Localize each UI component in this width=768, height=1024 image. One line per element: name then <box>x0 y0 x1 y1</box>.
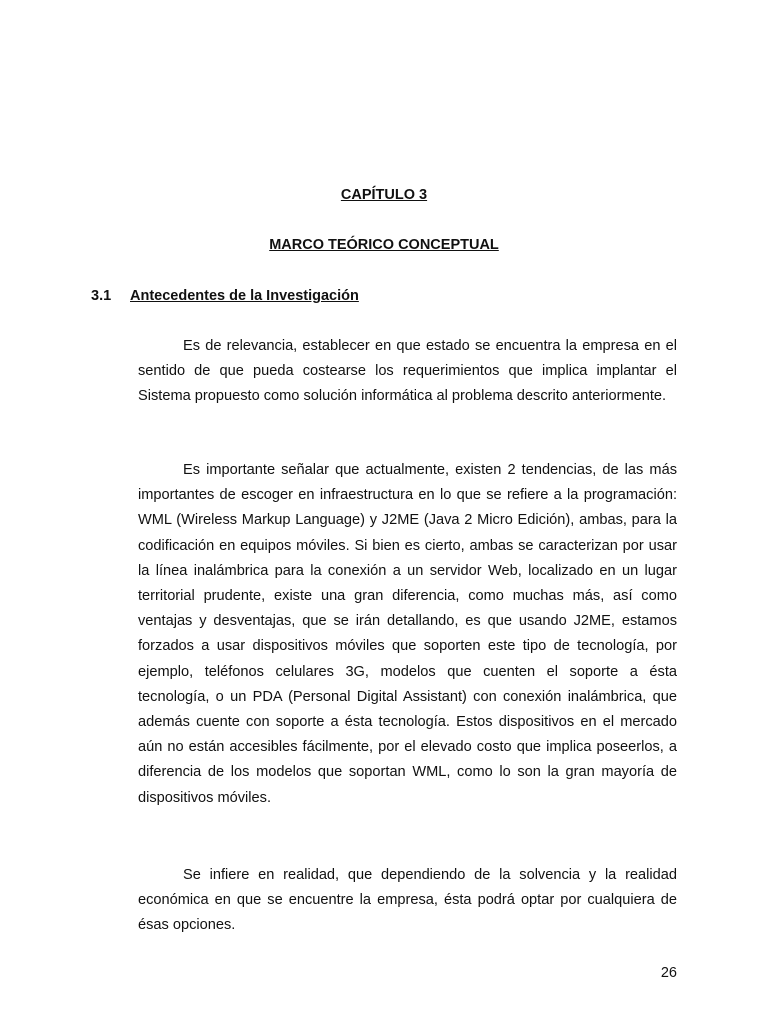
paragraph-technologies: Es importante señalar que actualmente, existen 2 tendencias, de las más importantes de escoger en infraestructura en lo que se refiere a la programación: WML (Wireless Markup Language) y J2ME (Java 2 Micro Edición), ambas, para la codificación en equipos móviles. Si bien es cierto, ambas se caracterizan por usar la línea inalámbrica para la conexión a un servidor Web, localizado en un lugar territorial prudente, existe una gran diferencia, como muchas más, así como ventajas y desventajas, que se irán detallando, es que usando J2ME, estamos forzados a usar dispositivos móviles que soporten este tipo de tecnología, por ejemplo, teléfonos celulares 3G, modelos que cuenten el soporte a ésta tecnología, o un PDA (Personal Digital Assistant) con conexión inalámbrica, que además cuente con soporte a ésta tecnología. Estos dispositivos en el mercado aún no están accesibles fácilmente, por el elevado costo que implica poseerlos, a diferencia de los modelos que soportan WML, como lo son la gran mayoría de dispositivos móviles. <box>138 462 677 806</box>
chapter-subtitle: MARCO TEÓRICO CONCEPTUAL <box>269 237 499 253</box>
page-number: 26 <box>660 965 677 981</box>
chapter-title: CAPÍTULO 3 <box>340 187 428 203</box>
paragraph-conclusion: Se infiere en realidad, que dependiendo de la solvencia y la realidad económica en que se encuentre la empresa, ésta podrá optar por cualquiera de ésas opciones. <box>138 867 677 934</box>
section-number: 3.1 <box>91 288 112 304</box>
section-heading <box>91 287 359 305</box>
section-title: Antecedentes de la Investigación <box>130 288 359 304</box>
paragraph-relevance: Es de relevancia, establecer en que estado se encuentra la empresa en el sentido de que pueda costearse los requerimientos que implica implantar el Sistema propuesto como solución informática al problema descrito anteriormente. <box>138 338 677 405</box>
